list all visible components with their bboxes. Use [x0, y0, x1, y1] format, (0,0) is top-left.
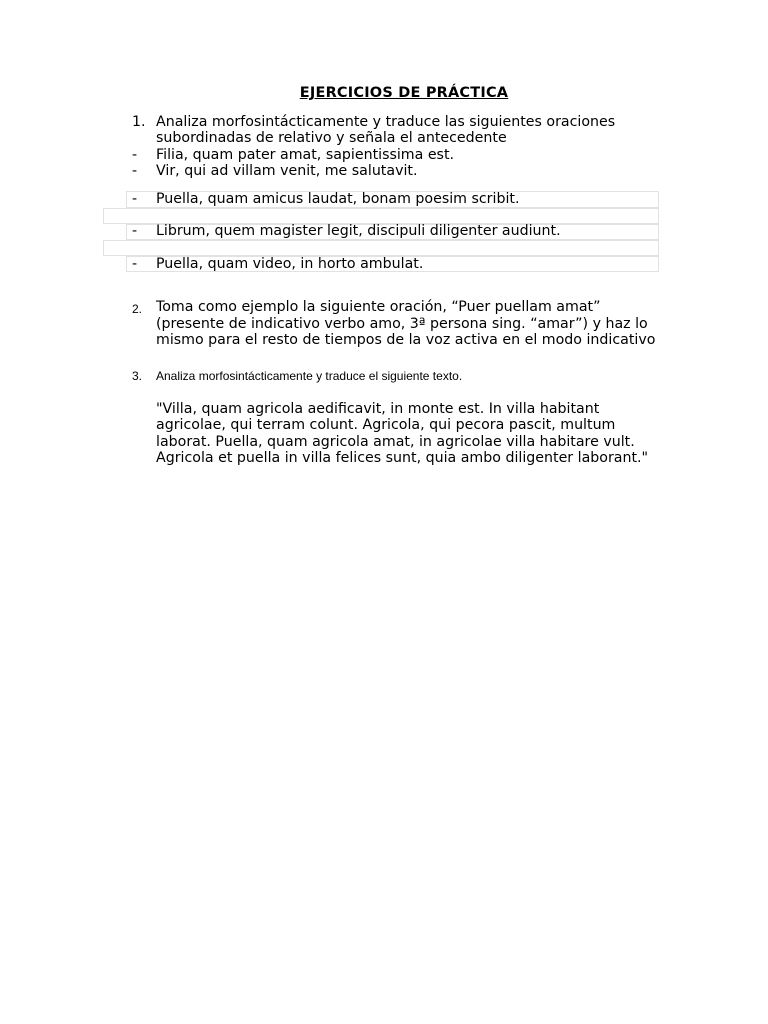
- exercise-2-line-3: mismo para el resto de tiempos de la voz activa en el modo indicativo: [156, 332, 656, 348]
- sentence-text: Puella, quam amicus laudat, bonam poesim scribit.: [156, 191, 520, 207]
- sentence-text: Puella, quam video, in horto ambulat.: [156, 256, 424, 272]
- table-cell-border: [103, 240, 659, 256]
- exercise-1-instruction-line-1: Analiza morfosintácticamente y traduce las siguientes oraciones: [156, 114, 616, 130]
- page-title: EJERCICIOS DE PRÁCTICA: [299, 85, 509, 101]
- latin-text: laborat. Puella, quam agricola amat, in agricolae villa habitare vult.: [156, 434, 635, 450]
- exercise-3-instruction: Analiza morfosintácticamente y traduce el siguiente texto.: [156, 369, 463, 383]
- exercise-3-number: 3.: [132, 369, 143, 383]
- exercise-2-line-1: Toma como ejemplo la siguiente oración, “Puer puellam amat”: [156, 299, 601, 315]
- bullet-marker: -: [132, 191, 138, 207]
- sentence-text: Vir, qui ad villam venit, me salutavit.: [156, 163, 418, 179]
- exercise-1-number: 1.: [132, 114, 146, 130]
- table-cell-border: [103, 208, 659, 224]
- bullet-marker: -: [132, 223, 138, 239]
- exercise-2-number: 2.: [132, 302, 143, 316]
- latin-text: agricolae, qui terram colunt. Agricola, qui pecora pascit, multum: [156, 417, 616, 433]
- latin-text: "Villa, quam agricola aedificavit, in monte est. In villa habitant: [156, 401, 600, 417]
- bullet-marker: -: [132, 163, 138, 179]
- exercise-2-line-2: (presente de indicativo verbo amo, 3ª persona sing. “amar”) y haz lo: [156, 316, 648, 332]
- bullet-marker: -: [132, 256, 138, 272]
- exercise-1-instruction-line-2: subordinadas de relativo y señala el antecedente: [156, 130, 507, 146]
- latin-text: Agricola et puella in villa felices sunt, quia ambo diligenter laborant.": [156, 450, 649, 466]
- sentence-text: Filia, quam pater amat, sapientissima est.: [156, 147, 455, 163]
- sentence-text: Librum, quem magister legit, discipuli diligenter audiunt.: [156, 223, 561, 239]
- bullet-marker: -: [132, 147, 138, 163]
